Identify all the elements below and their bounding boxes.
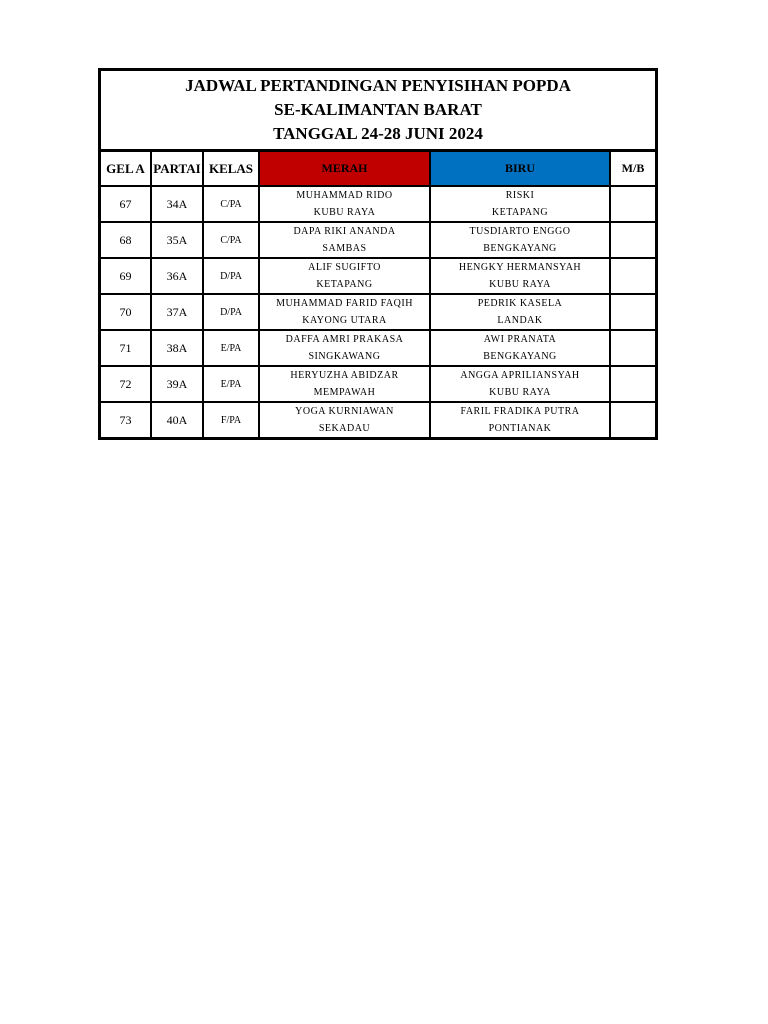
cell-partai: 35A (151, 222, 203, 258)
schedule-table (101, 152, 655, 437)
cell-biru (430, 222, 610, 258)
cell-merah (259, 294, 430, 330)
match-row (101, 186, 655, 222)
cell-mb[interactable] (610, 258, 655, 294)
cell-kelas: E/PA (203, 330, 259, 366)
match-row (101, 222, 655, 258)
cell-partai: 39A (151, 366, 203, 402)
cell-partai: 34A (151, 186, 203, 222)
title-block (101, 71, 655, 152)
cell-merah (259, 366, 430, 402)
cell-kelas: D/PA (203, 258, 259, 294)
merah-athlete-team: SINGKAWANG (308, 351, 381, 362)
cell-biru (430, 258, 610, 294)
cell-kelas: E/PA (203, 366, 259, 402)
cell-partai: 37A (151, 294, 203, 330)
merah-athlete-name: MUHAMMAD FARID FAQIH (276, 298, 413, 309)
merah-athlete-team: KETAPANG (316, 279, 373, 290)
header-biru: BIRU (430, 152, 610, 186)
header-kelas: KELAS (203, 152, 259, 186)
merah-athlete-name: ALIF SUGIFTO (308, 262, 381, 273)
cell-biru (430, 330, 610, 366)
biru-athlete-name: RISKI (505, 190, 535, 201)
cell-merah (259, 222, 430, 258)
merah-athlete-name: DAPA RIKI ANANDA (293, 226, 396, 237)
merah-athlete-name: HERYUZHA ABIDZAR (290, 370, 399, 381)
title-line-1: JADWAL PERTANDINGAN PENYISIHAN POPDA (185, 76, 571, 95)
cell-mb[interactable] (610, 186, 655, 222)
match-row (101, 366, 655, 402)
biru-athlete-name: FARIL FRADIKA PUTRA (460, 406, 580, 417)
merah-athlete-name: YOGA KURNIAWAN (295, 406, 394, 417)
biru-athlete-team: KUBU RAYA (489, 279, 551, 290)
cell-mb[interactable] (610, 402, 655, 437)
title-line-2: SE-KALIMANTAN BARAT (274, 100, 482, 119)
cell-kelas: D/PA (203, 294, 259, 330)
header-partai: PARTAI (151, 152, 203, 186)
biru-athlete-name: AWI PRANATA (483, 334, 557, 345)
cell-mb[interactable] (610, 330, 655, 366)
header-mb: M/B (610, 152, 655, 186)
cell-partai: 38A (151, 330, 203, 366)
title-line-3: TANGGAL 24-28 JUNI 2024 (273, 124, 483, 143)
cell-biru (430, 366, 610, 402)
cell-partai: 40A (151, 402, 203, 437)
cell-kelas: C/PA (203, 186, 259, 222)
biru-athlete-team: BENGKAYANG (483, 351, 557, 362)
header-gel: GEL A (101, 152, 151, 186)
cell-biru (430, 186, 610, 222)
match-row (101, 258, 655, 294)
biru-athlete-team: KUBU RAYA (489, 387, 551, 398)
header-merah: MERAH (259, 152, 430, 186)
schedule-sheet (98, 68, 658, 440)
match-row (101, 402, 655, 437)
cell-gel: 68 (101, 222, 151, 258)
cell-partai: 36A (151, 258, 203, 294)
biru-athlete-team: BENGKAYANG (483, 243, 557, 254)
cell-mb[interactable] (610, 222, 655, 258)
cell-merah (259, 186, 430, 222)
merah-athlete-team: SAMBAS (322, 243, 367, 254)
biru-athlete-team: KETAPANG (491, 207, 549, 218)
cell-mb[interactable] (610, 294, 655, 330)
cell-biru (430, 294, 610, 330)
cell-gel: 69 (101, 258, 151, 294)
cell-merah (259, 402, 430, 437)
cell-gel: 67 (101, 186, 151, 222)
biru-athlete-name: TUSDIARTO ENGGO (469, 226, 571, 237)
cell-kelas: C/PA (203, 222, 259, 258)
cell-biru (430, 402, 610, 437)
merah-athlete-team: SEKADAU (318, 423, 371, 434)
cell-kelas: F/PA (203, 402, 259, 437)
header-row (101, 152, 655, 186)
cell-gel: 73 (101, 402, 151, 437)
match-row (101, 330, 655, 366)
merah-athlete-name: DAFFA AMRI PRAKASA (285, 334, 404, 345)
biru-athlete-name: HENGKY HERMANSYAH (458, 262, 582, 273)
cell-merah (259, 330, 430, 366)
cell-gel: 71 (101, 330, 151, 366)
cell-gel: 70 (101, 294, 151, 330)
merah-athlete-name: MUHAMMAD RIDO (296, 190, 393, 201)
cell-merah (259, 258, 430, 294)
cell-mb[interactable] (610, 366, 655, 402)
biru-athlete-team: PONTIANAK (488, 423, 552, 434)
biru-athlete-name: ANGGA APRILIANSYAH (460, 370, 580, 381)
match-row (101, 294, 655, 330)
merah-athlete-team: MEMPAWAH (313, 387, 376, 398)
biru-athlete-team: LANDAK (497, 315, 543, 326)
merah-athlete-team: KUBU RAYA (313, 207, 376, 218)
biru-athlete-name: PEDRIK KASELA (477, 298, 563, 309)
cell-gel: 72 (101, 366, 151, 402)
merah-athlete-team: KAYONG UTARA (302, 315, 387, 326)
